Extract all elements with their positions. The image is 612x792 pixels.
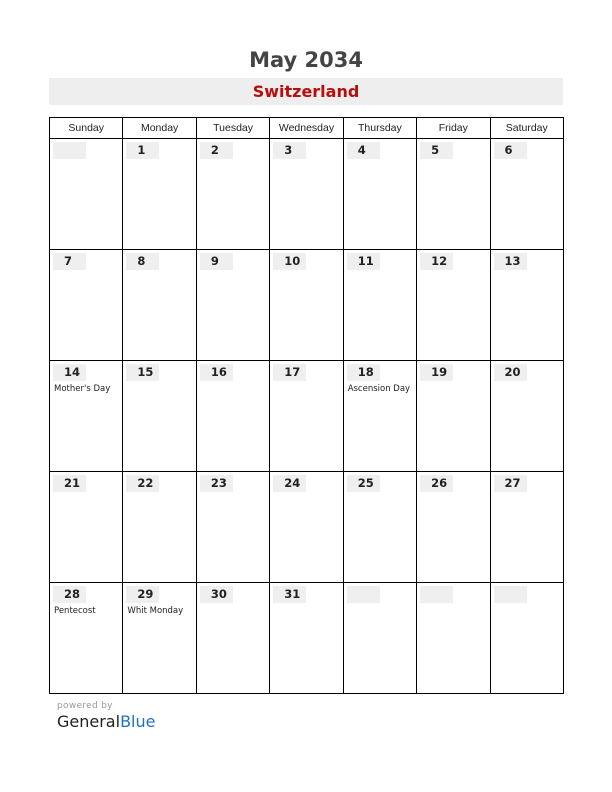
day-number: 30 [200, 586, 233, 603]
weekday-thursday: Thursday [343, 118, 416, 139]
day-cell [196, 583, 269, 694]
day-cell [270, 361, 343, 472]
day-cell [343, 250, 416, 361]
day-cell [417, 583, 490, 694]
day-number: 1 [126, 142, 159, 159]
brand-logo [57, 712, 155, 731]
day-number: 4 [347, 142, 380, 159]
day-number: 7 [53, 253, 86, 270]
week-row [50, 250, 564, 361]
weekday-saturday: Saturday [490, 118, 563, 139]
day-number [420, 586, 453, 603]
day-cell [50, 472, 123, 583]
day-cell [270, 472, 343, 583]
calendar-title: May 2034 [249, 48, 363, 72]
day-cell [490, 139, 563, 250]
day-number: 23 [200, 475, 233, 492]
weekday-header-row [50, 118, 564, 139]
day-number: 11 [347, 253, 380, 270]
day-number: 26 [420, 475, 453, 492]
weekday-friday: Friday [417, 118, 490, 139]
day-number: 28 [53, 586, 86, 603]
day-number: 25 [347, 475, 380, 492]
day-number: 9 [200, 253, 233, 270]
holiday-label: Mother's Day [54, 384, 111, 394]
week-row [50, 472, 564, 583]
week-row [50, 139, 564, 250]
day-cell [417, 472, 490, 583]
day-cell [123, 139, 196, 250]
day-cell [50, 139, 123, 250]
day-number: 21 [53, 475, 86, 492]
day-cell [343, 583, 416, 694]
holiday-label: Ascension Day [347, 384, 411, 394]
brand-name-general: General [57, 712, 121, 731]
day-cell [343, 472, 416, 583]
day-cell [196, 250, 269, 361]
day-cell [123, 361, 196, 472]
weekday-wednesday: Wednesday [270, 118, 343, 139]
day-number: 27 [494, 475, 527, 492]
day-cell [196, 472, 269, 583]
day-cell [50, 250, 123, 361]
calendar-grid [49, 117, 564, 694]
day-number: 12 [420, 253, 453, 270]
brand-name-blue: Blue [120, 712, 156, 731]
country-banner [49, 78, 563, 105]
day-number: 17 [273, 364, 306, 381]
day-cell [270, 139, 343, 250]
country-name: Switzerland [252, 82, 360, 101]
holiday-label: Pentecost [54, 606, 96, 616]
weekday-tuesday: Tuesday [196, 118, 269, 139]
day-number [53, 142, 86, 159]
day-cell [417, 139, 490, 250]
powered-by-label: powered by [57, 701, 113, 711]
holiday-label: Whit Monday [127, 606, 184, 616]
day-number: 5 [420, 142, 453, 159]
day-number: 18 [347, 364, 380, 381]
day-number [347, 586, 380, 603]
day-cell [417, 250, 490, 361]
day-number: 24 [273, 475, 306, 492]
day-cell [490, 583, 563, 694]
day-cell [343, 361, 416, 472]
day-cell [270, 583, 343, 694]
day-number: 6 [494, 142, 527, 159]
day-cell [123, 472, 196, 583]
day-number [494, 586, 527, 603]
day-number: 14 [53, 364, 86, 381]
weekday-sunday: Sunday [50, 118, 123, 139]
day-number: 3 [273, 142, 306, 159]
day-cell [270, 250, 343, 361]
footer-branding [57, 701, 155, 731]
weekday-monday: Monday [123, 118, 196, 139]
day-cell [123, 250, 196, 361]
day-cell [196, 139, 269, 250]
day-cell [50, 361, 123, 472]
day-number: 22 [126, 475, 159, 492]
day-number: 2 [200, 142, 233, 159]
day-cell [50, 583, 123, 694]
day-number: 15 [126, 364, 159, 381]
day-number: 10 [273, 253, 306, 270]
day-number: 31 [273, 586, 306, 603]
day-number: 29 [126, 586, 159, 603]
day-cell [490, 361, 563, 472]
day-number: 20 [494, 364, 527, 381]
day-number: 8 [126, 253, 159, 270]
day-number: 13 [494, 253, 527, 270]
week-row [50, 361, 564, 472]
week-row [50, 583, 564, 694]
day-cell [123, 583, 196, 694]
day-cell [196, 361, 269, 472]
day-cell [343, 139, 416, 250]
day-cell [490, 250, 563, 361]
day-cell [490, 472, 563, 583]
day-number: 16 [200, 364, 233, 381]
day-cell [417, 361, 490, 472]
day-number: 19 [420, 364, 453, 381]
